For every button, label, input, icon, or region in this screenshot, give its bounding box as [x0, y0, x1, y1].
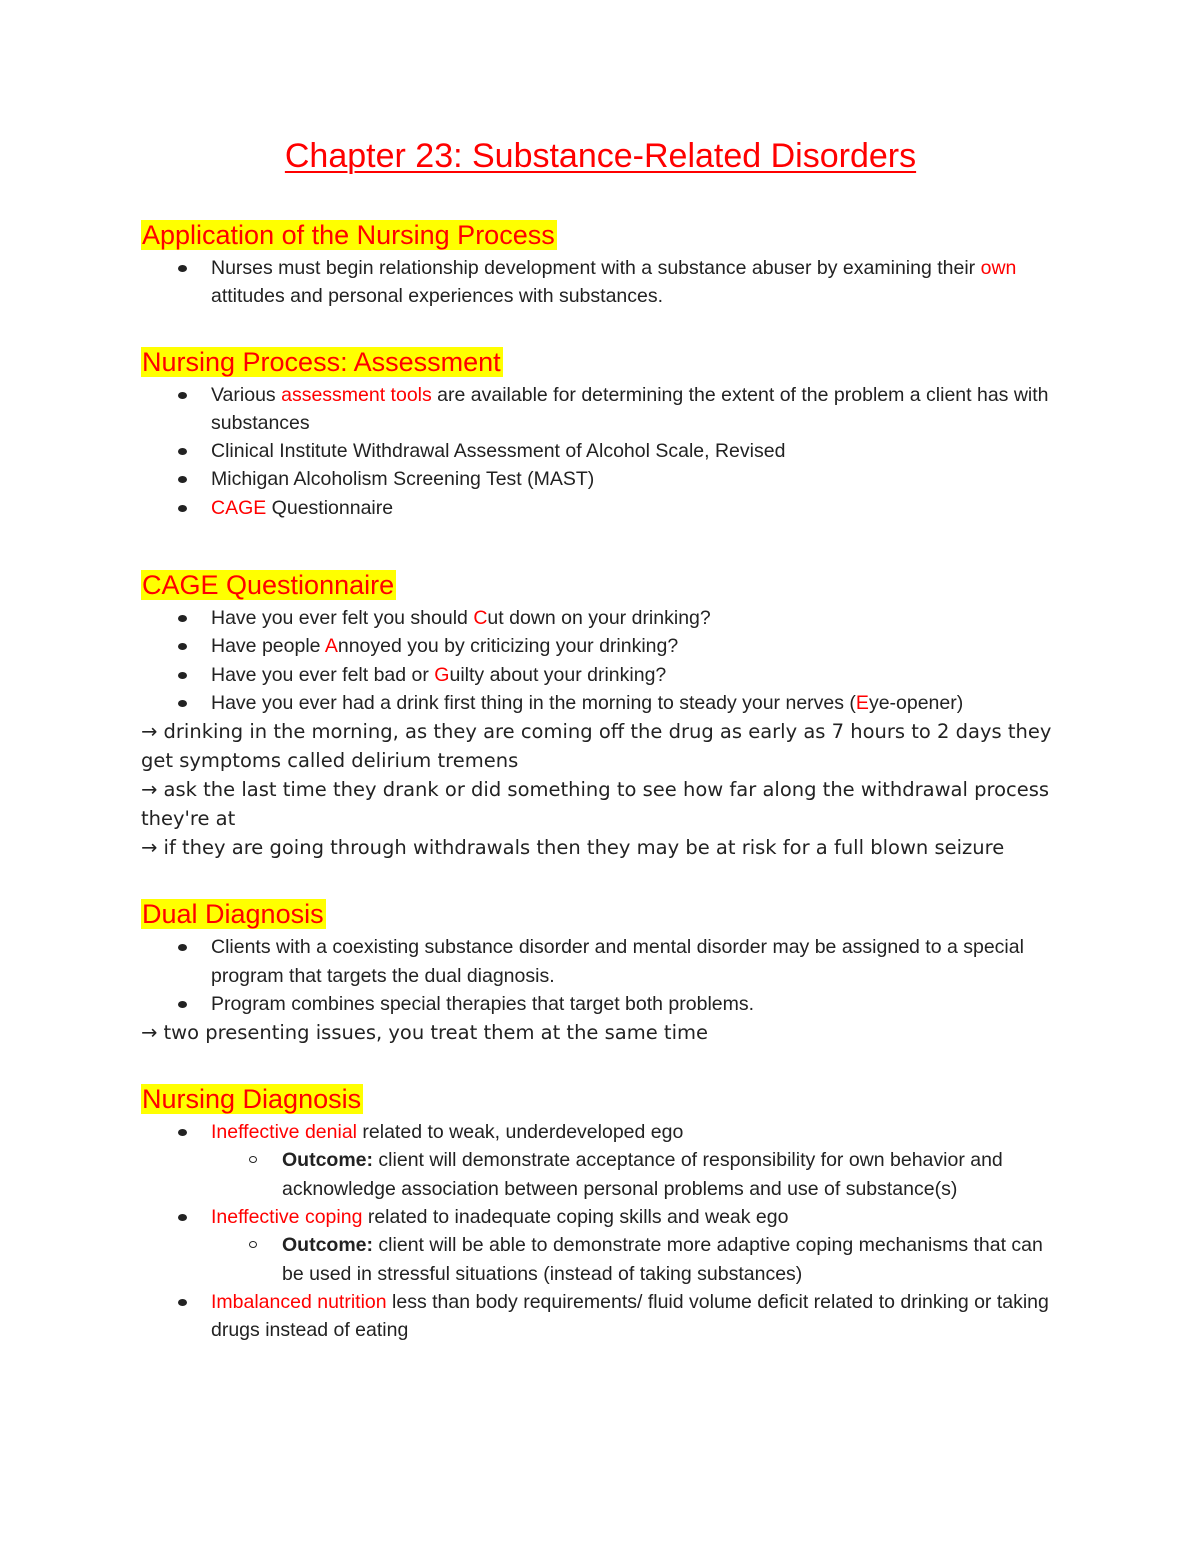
note-line: → two presenting issues, you treat them at the same time: [141, 1021, 708, 1045]
bullet-list: [141, 933, 1060, 1018]
list-item: Have you ever felt bad or Guilty about your drinking?: [211, 661, 1060, 689]
list-item: Have you ever had a drink first thing in the morning to steady your nerves (Eye-opener): [211, 689, 1060, 717]
list-item: Michigan Alcoholism Screening Test (MAST): [211, 465, 1060, 493]
section-application-nursing-process: [141, 216, 1060, 311]
list-item: Imbalanced nutrition less than body requirements/ fluid volume deficit related to drinking or taking drugs instead of eating: [211, 1288, 1060, 1345]
note-line: → drinking in the morning, as they are coming off the drug as early as 7 hours to 2 days they get symptoms called delirium tremens: [141, 720, 1052, 773]
sub-list-item: Outcome: client will be able to demonstrate more adaptive coping mechanisms that can be used in stressful situations (instead of taking substances): [282, 1231, 1060, 1288]
bullet-list: [141, 381, 1060, 522]
bullet-list: [141, 1118, 1060, 1344]
list-item: CAGE Questionnaire: [211, 494, 1060, 522]
note-line: → if they are going through withdrawals then they may be at risk for a full blown seizure: [141, 836, 1005, 860]
section-heading: Nursing Diagnosis: [142, 1084, 362, 1115]
list-item: Have people Annoyed you by criticizing your drinking?: [211, 632, 1060, 660]
sub-list: [211, 1231, 1060, 1288]
list-item: Clients with a coexisting substance disorder and mental disorder may be assigned to a special program that targets the dual diagnosis.: [211, 933, 1060, 990]
page-title: Chapter 23: Substance-Related Disorders: [284, 137, 917, 175]
list-item: Clinical Institute Withdrawal Assessment of Alcohol Scale, Revised: [211, 437, 1060, 465]
section-heading: Nursing Process: Assessment: [142, 346, 501, 377]
bullet-list: [141, 254, 1060, 311]
list-item: Ineffective denial related to weak, underdeveloped ego Outcome: client will demonstrate acceptance of responsibility for own behavior and acknowledge association between personal problems and use of substance(s): [211, 1118, 1060, 1203]
list-item: Various assessment tools are available for determining the extent of the problem a client has with substances: [211, 381, 1060, 438]
section-nursing-process-assessment: [141, 343, 1060, 522]
section-heading: CAGE Questionnaire: [142, 570, 395, 601]
section-heading: Dual Diagnosis: [142, 899, 324, 930]
note-line: → ask the last time they drank or did something to see how far along the withdrawal process they're at: [141, 778, 1050, 831]
sub-list-item: Outcome: client will demonstrate acceptance of responsibility for own behavior and acknowledge association between personal problems and use of substance(s): [282, 1146, 1060, 1203]
section-nursing-diagnosis: [141, 1080, 1060, 1344]
bullet-list: [141, 604, 1060, 717]
list-item: Nurses must begin relationship development with a substance abuser by examining their own attitudes and personal experiences with substances.: [211, 254, 1060, 311]
section-dual-diagnosis: [141, 895, 1060, 1047]
list-item: Ineffective coping related to inadequate coping skills and weak ego Outcome: client will be able to demonstrate more adaptive coping mechanisms that can be used in stressful situations (instead of taking substances): [211, 1203, 1060, 1288]
section-cage-questionnaire: [141, 566, 1060, 862]
section-heading: Application of the Nursing Process: [142, 220, 555, 250]
sub-list: [211, 1146, 1060, 1203]
list-item: Program combines special therapies that target both problems.: [211, 990, 1060, 1018]
list-item: Have you ever felt you should Cut down on your drinking?: [211, 604, 1060, 632]
